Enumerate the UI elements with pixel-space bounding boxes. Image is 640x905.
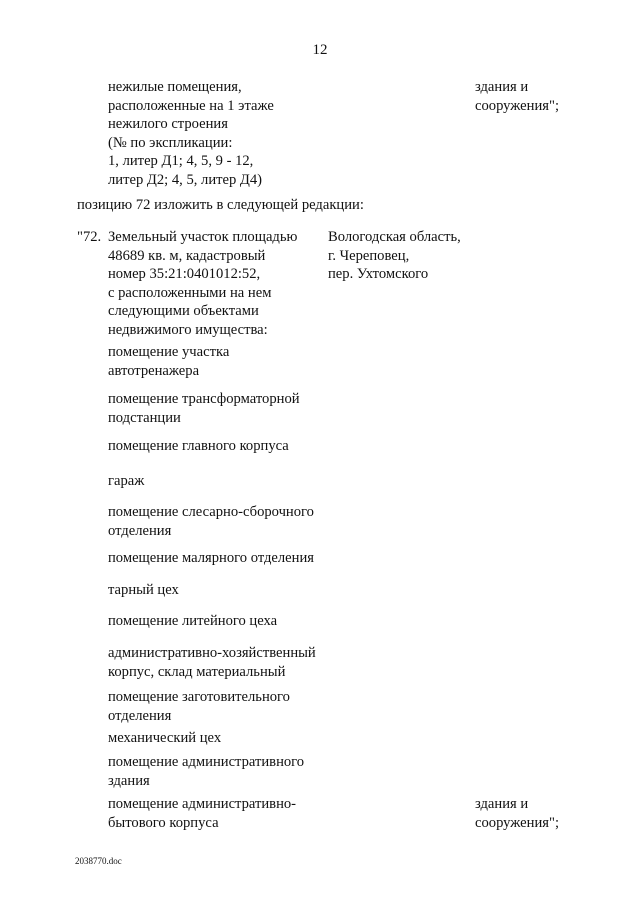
footer-filename: 2038770.doc bbox=[75, 856, 122, 866]
position-address bbox=[328, 228, 461, 284]
object-item bbox=[108, 472, 144, 491]
text-line: гараж bbox=[108, 473, 145, 489]
text-line: нежилые помещения, bbox=[108, 79, 242, 95]
top-description bbox=[108, 78, 274, 190]
text-line: литер Д2; 4, 5, литер Д4) bbox=[108, 171, 263, 188]
object-item bbox=[108, 729, 221, 748]
object-item bbox=[108, 581, 179, 600]
text-line: Земельный участок площадью bbox=[108, 229, 298, 245]
text-line: механический цех bbox=[108, 730, 222, 746]
text-line: г. Череповец, bbox=[328, 247, 410, 264]
text-line: помещение трансформаторной bbox=[108, 391, 300, 407]
text-line: пер. Ухтомского bbox=[328, 266, 429, 283]
text-line: здания и bbox=[475, 79, 529, 95]
text-line: номер 35:21:0401012:52, bbox=[108, 266, 261, 283]
object-item bbox=[108, 688, 290, 725]
text-line: помещение участка bbox=[108, 344, 230, 360]
position-description bbox=[108, 228, 297, 340]
text-line: административно-хозяйственный bbox=[108, 645, 316, 661]
text-line: 1, литер Д1; 4, 5, 9 - 12, bbox=[108, 153, 254, 170]
text-line: помещение административного bbox=[108, 754, 305, 770]
object-item bbox=[108, 343, 229, 380]
page-number: 12 bbox=[312, 42, 328, 58]
text-line: здания и bbox=[475, 796, 529, 812]
text-line: помещение главного корпуса bbox=[108, 438, 289, 454]
text-line: помещение административно- bbox=[108, 796, 297, 812]
text-line: помещение литейного цеха bbox=[108, 613, 278, 629]
object-item bbox=[108, 549, 314, 568]
position-purpose bbox=[475, 795, 559, 832]
text-line: расположенные на 1 этаже bbox=[108, 97, 274, 114]
object-item bbox=[108, 503, 314, 540]
position-number: "72. bbox=[77, 229, 102, 245]
text-line: недвижимого имущества: bbox=[108, 321, 268, 338]
object-item bbox=[108, 612, 277, 631]
text-line: помещение слесарно-сборочного bbox=[108, 504, 314, 520]
text-line: (№ по экспликации: bbox=[108, 134, 233, 151]
text-line: отделения bbox=[108, 707, 172, 724]
text-line: помещение малярного отделения bbox=[108, 550, 314, 566]
object-item bbox=[108, 644, 316, 681]
text-line: Вологодская область, bbox=[328, 229, 461, 245]
text-line: 48689 кв. м, кадастровый bbox=[108, 247, 266, 264]
text-line: корпус, склад материальный bbox=[108, 663, 286, 680]
text-line: следующими объектами bbox=[108, 303, 259, 320]
text-line: тарный цех bbox=[108, 582, 179, 598]
text-line: помещение заготовительного bbox=[108, 689, 290, 705]
object-item bbox=[108, 753, 304, 790]
text-line: подстанции bbox=[108, 409, 181, 426]
instruction-text: позицию 72 изложить в следующей редакции: bbox=[77, 197, 364, 213]
object-item bbox=[108, 437, 289, 456]
text-line: отделения bbox=[108, 522, 172, 539]
text-line: автотренажера bbox=[108, 362, 200, 379]
text-line: здания bbox=[108, 772, 150, 789]
text-line: сооружения"; bbox=[475, 97, 559, 114]
text-line: нежилого строения bbox=[108, 116, 228, 133]
object-item bbox=[108, 390, 300, 427]
text-line: с расположенными на нем bbox=[108, 284, 272, 301]
text-line: бытового корпуса bbox=[108, 814, 219, 831]
text-line: сооружения"; bbox=[475, 814, 559, 831]
object-item bbox=[108, 795, 296, 832]
top-purpose bbox=[475, 78, 559, 115]
